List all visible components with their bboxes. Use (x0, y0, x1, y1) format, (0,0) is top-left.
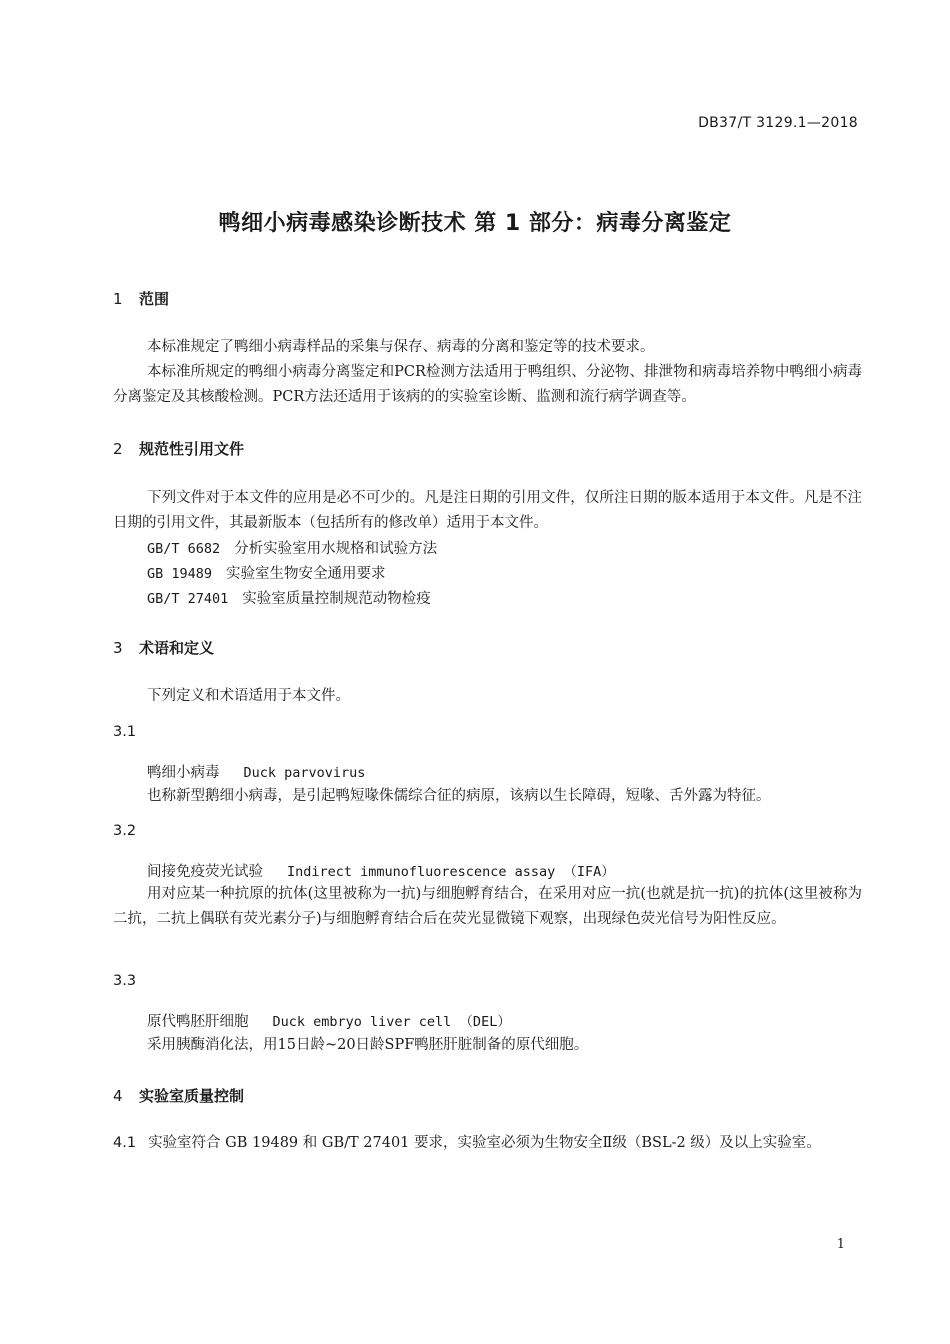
term-number: 3.3 (113, 973, 137, 989)
term-heading (147, 860, 615, 881)
reference-title: 分析实验室用水规格和试验方法 (234, 541, 438, 557)
term-en: Duck parvovirus (243, 765, 366, 781)
term-number: 3.1 (113, 724, 137, 740)
section-title: 规范性引用文件 (139, 440, 245, 458)
section-number: 3 (113, 639, 123, 657)
clause-text: 实验室符合 GB 19489 和 GB/T 27401 要求，实验室必须为生物安全Ⅱ级（BSL-2 级）及以上实验室。 (148, 1135, 821, 1151)
reference-code: GB/T 6682 (147, 541, 221, 557)
section-3-heading (113, 637, 214, 658)
section-4-heading (113, 1085, 244, 1106)
section-1-paragraph-1: 本标准规定了鸭细小病毒样品的采集与保存、病毒的分离和鉴定等的技术要求。 (147, 339, 655, 355)
section-1-paragraph-2: 本标准所规定的鸭细小病毒分离鉴定和PCR检测方法适用于鸭组织、分泌物、排泄物和病毒培养物中鸭细小病毒分离鉴定及其核酸检测。PCR方法还适用于该病的的实验室诊断、监测和流行病学调查等。 (113, 364, 862, 405)
section-1-heading (113, 288, 169, 309)
section-number: 2 (113, 440, 123, 458)
section-number: 1 (113, 290, 123, 308)
reference-item (147, 562, 386, 583)
clause-4-1 (113, 1131, 862, 1156)
term-en: Duck embryo liver cell （DEL） (272, 1014, 511, 1030)
reference-item (147, 587, 431, 608)
section-title: 实验室质量控制 (139, 1087, 245, 1105)
term-number: 3.2 (113, 823, 137, 839)
section-2-heading (113, 438, 244, 459)
term-en: Indirect immunofluorescence assay （IFA） (287, 864, 615, 880)
reference-code: GB/T 27401 (147, 591, 229, 607)
term-zh: 鸭细小病毒 (147, 765, 220, 781)
term-definition: 也称新型鹅细小病毒，是引起鸭短喙侏儒综合征的病原，该病以生长障碍，短喙、舌外露为特征。 (147, 788, 771, 804)
reference-title: 实验室质量控制规范动物检疫 (242, 591, 431, 607)
section-title: 范围 (139, 290, 170, 308)
document-title: 鸭细小病毒感染诊断技术 第 1 部分：病毒分离鉴定 (218, 211, 732, 236)
standard-code: DB37/T 3129.1—2018 (698, 115, 858, 131)
reference-title: 实验室生物安全通用要求 (226, 566, 386, 582)
term-heading (147, 761, 365, 782)
term-definition: 用对应某一种抗原的抗体(这里被称为一抗)与细胞孵育结合，在采用对应一抗(也就是抗一抗)的抗体(这里被称为二抗，二抗上偶联有荧光素分子)与细胞孵育结合后在荧光显微镜下观察，出现绿色荧光信号为阳性反应。 (113, 886, 862, 927)
reference-code: GB 19489 (147, 566, 213, 582)
reference-item (147, 537, 437, 558)
term-heading (147, 1010, 511, 1031)
section-number: 4 (113, 1087, 123, 1105)
term-zh: 原代鸭胚肝细胞 (147, 1014, 249, 1030)
clause-number: 4.1 (113, 1135, 137, 1151)
page-number: 1 (836, 1237, 845, 1252)
term-zh: 间接免疫荧光试验 (147, 864, 263, 880)
term-definition: 采用胰酶消化法，用15日龄~20日龄SPF鸭胚肝脏制备的原代细胞。 (147, 1037, 589, 1053)
section-title: 术语和定义 (139, 639, 215, 657)
section-3-paragraph-1: 下列定义和术语适用于本文件。 (147, 688, 350, 704)
section-2-paragraph-1: 下列文件对于本文件的应用是必不可少的。凡是注日期的引用文件，仅所注日期的版本适用于本文件。凡是不注日期的引用文件，其最新版本（包括所有的修改单）适用于本文件。 (113, 490, 862, 531)
